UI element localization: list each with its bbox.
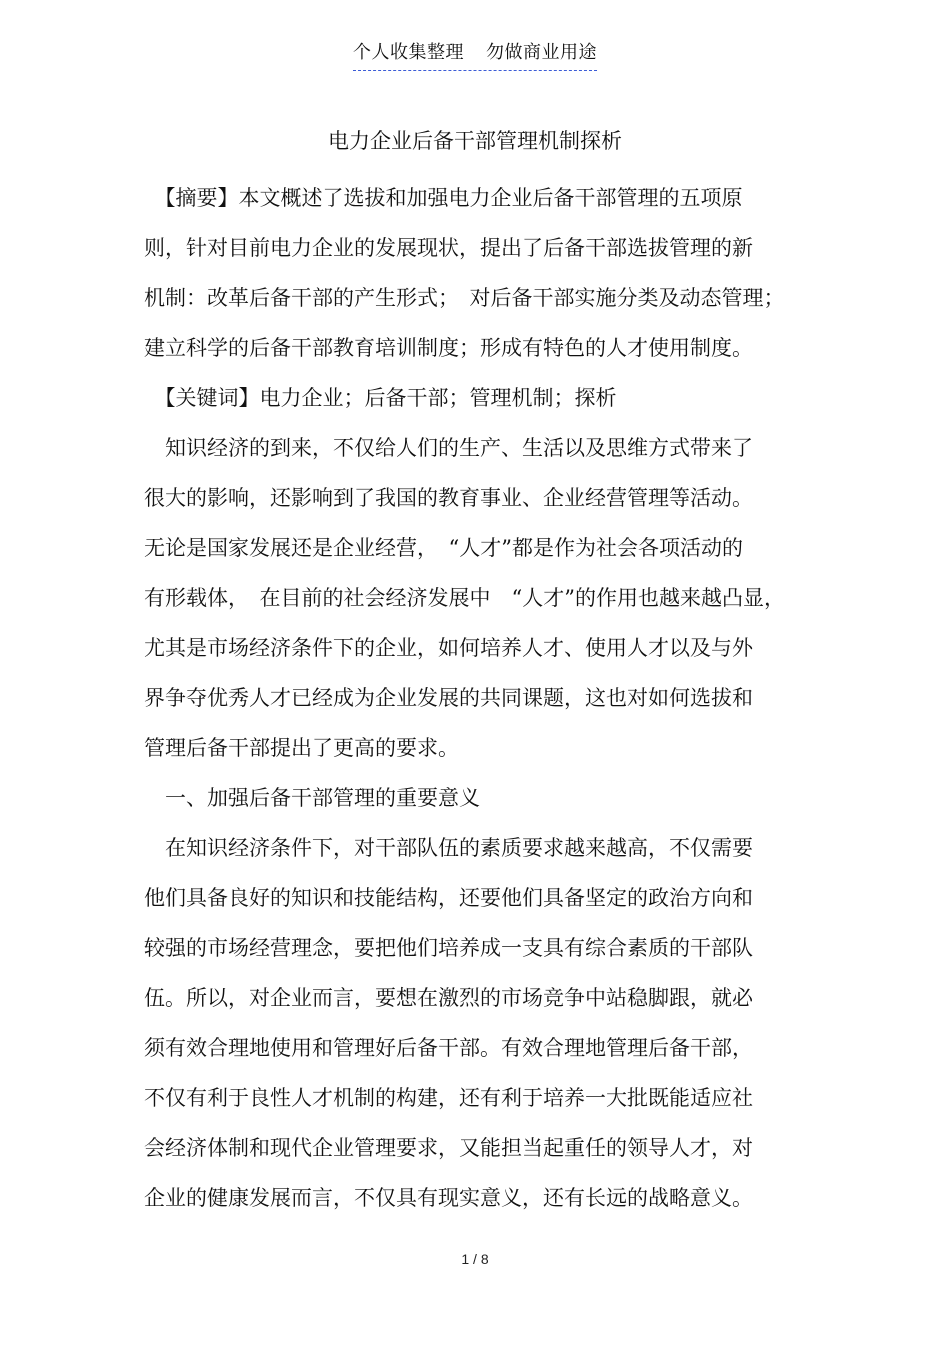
body-line: 建立科学的后备干部教育培训制度；形成有特色的人才使用制度。 [144, 336, 753, 360]
body-line: 伍。所以，对企业而言，要想在激烈的市场竞争中站稳脚跟，就必 [144, 986, 753, 1010]
body-line: 界争夺优秀人才已经成为企业发展的共同课题，这也对如何选拔和 [144, 686, 753, 710]
body-line: 则，针对目前电力企业的发展现状，提出了后备干部选拔管理的新 [144, 236, 753, 260]
body-line: 管理后备干部提出了更高的要求。 [144, 736, 459, 760]
body-line: 须有效合理地使用和管理好后备干部。有效合理地管理后备干部， [144, 1036, 753, 1060]
page-number: 1 / 8 [461, 1251, 489, 1267]
page-header [0, 40, 950, 71]
body-line: 有形载体， 在目前的社会经济发展中 “人才”的作用也越来越凸显， [144, 586, 785, 610]
document-body [144, 173, 784, 1223]
body-line: 不仅有利于良性人才机制的构建，还有利于培养一大批既能适应社 [144, 1086, 753, 1110]
body-line: 很大的影响，还影响到了我国的教育事业、企业经营管理等活动。 [144, 486, 753, 510]
section-heading: 一、加强后备干部管理的重要意义 [144, 786, 480, 810]
body-line: 机制：改革后备干部的产生形式； 对后备干部实施分类及动态管理； [144, 286, 785, 310]
body-line: 【摘要】本文概述了选拔和加强电力企业后备干部管理的五项原 [144, 186, 743, 210]
header-watermark-text [353, 40, 597, 71]
body-line: 企业的健康发展而言，不仅具有现实意义，还有长远的战略意义。 [144, 1186, 753, 1210]
header-right-text: 勿做商业用途 [486, 42, 597, 63]
document-title: 电力企业后备干部管理机制探析 [328, 129, 622, 153]
body-line: 较强的市场经营理念，要把他们培养成一支具有综合素质的干部队 [144, 936, 753, 960]
body-line: 【关键词】电力企业；后备干部；管理机制；探析 [144, 386, 617, 410]
body-line: 他们具备良好的知识和技能结构，还要他们具备坚定的政治方向和 [144, 886, 753, 910]
body-line: 尤其是市场经济条件下的企业，如何培养人才、使用人才以及与外 [144, 636, 753, 660]
body-line: 知识经济的到来，不仅给人们的生产、生活以及思维方式带来了 [144, 436, 753, 460]
body-line: 无论是国家发展还是企业经营， “人才”都是作为社会各项活动的 [144, 536, 743, 560]
header-left-text: 个人收集整理 [353, 42, 464, 63]
body-line: 会经济体制和现代企业管理要求，又能担当起重任的领导人才，对 [144, 1136, 753, 1160]
body-line: 在知识经济条件下，对干部队伍的素质要求越来越高，不仅需要 [144, 836, 753, 860]
